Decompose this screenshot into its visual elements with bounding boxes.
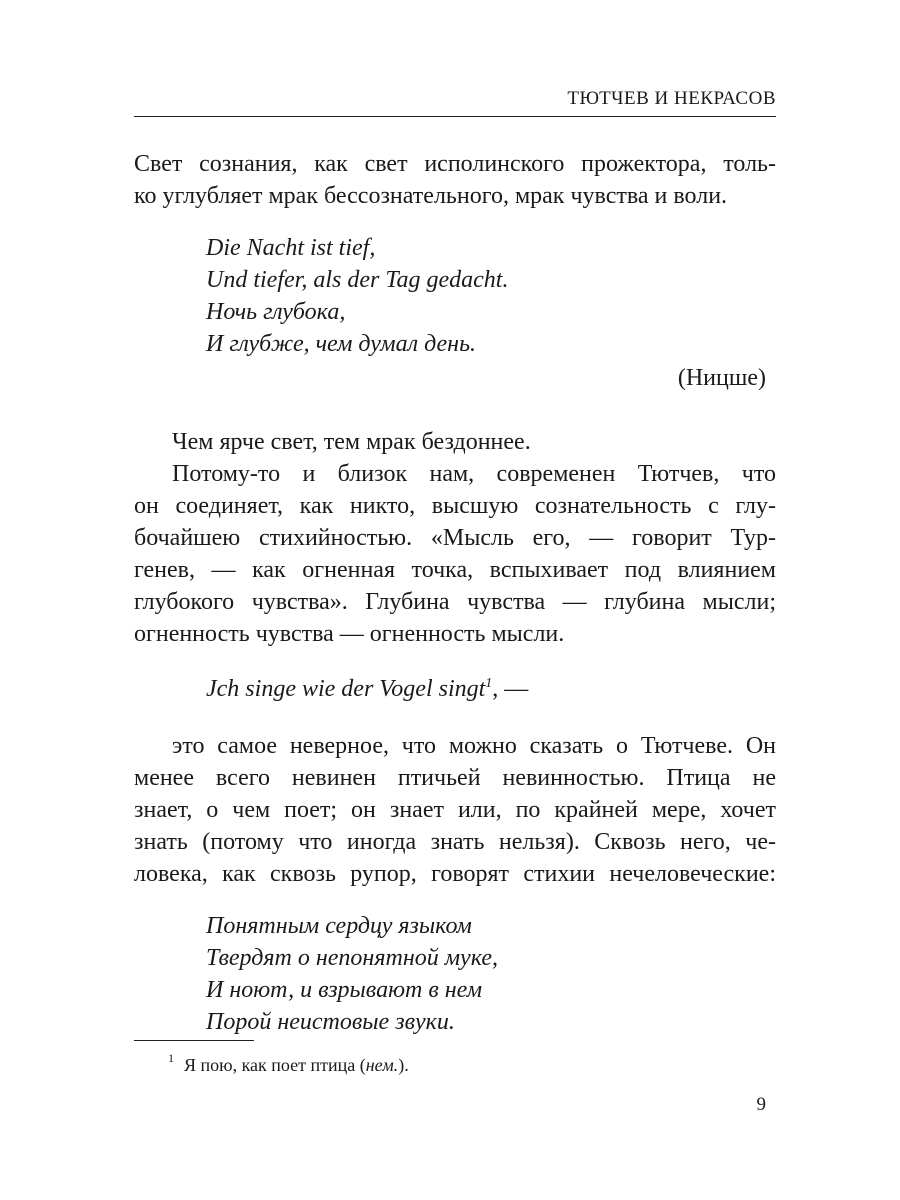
text-line: бочайшею стихийностью. «Мысль его, — говорит Тур- [134, 525, 776, 551]
paragraph-3 [134, 458, 776, 650]
verse-nietzsche [206, 232, 508, 360]
text-line: огненность чувства — огненность мысли. [134, 621, 565, 647]
text-line: глубокого чувства». Глубина чувства — глубина мысли; [134, 589, 776, 615]
text-line: генев, — как огненная точка, вспыхивает под влиянием [134, 557, 776, 583]
footnote-text: Я пою, как поет птица ( [184, 1055, 366, 1075]
footnote-text-end: ). [398, 1055, 409, 1075]
text-line: Свет сознания, как свет исполинского прожектора, толь- [134, 151, 776, 177]
text-line: знает, о чем поет; он знает или, по крайней мере, хочет [134, 797, 776, 823]
footnote [168, 1048, 409, 1077]
text-line: он соединяет, как никто, высшую сознательность с глу- [134, 493, 776, 519]
verse-line: И глубже, чем думал день. [206, 331, 476, 357]
verse-line: Понятным сердцу языком [206, 913, 472, 939]
text-line: Чем ярче свет, тем мрак бездоннее. [172, 429, 531, 455]
verse-attribution: (Ницше) [677, 365, 766, 391]
text-line: ко углубляет мрак бессознательного, мрак чувства и воли. [134, 183, 728, 209]
verse-line: Die Nacht ist tief, [206, 235, 376, 261]
footnote-rule [134, 1040, 254, 1041]
paragraph-1 [134, 148, 776, 212]
verse-line: Твердят о непонятной муке, [206, 945, 498, 971]
verse-line: Und tiefer, als der Tag gedacht. [206, 267, 509, 293]
footnote-ref[interactable]: 1 [485, 676, 493, 691]
german-quote [206, 668, 528, 705]
verse-line: Ночь глубока, [206, 299, 346, 325]
paragraph-2 [134, 426, 776, 458]
verse-line: Порой неистовые звуки. [206, 1009, 455, 1035]
header-rule [134, 116, 776, 117]
quote-text: Jch singe wie der Vogel singt [206, 676, 486, 702]
paragraph-4 [134, 730, 776, 890]
footnote-abbr: нем. [365, 1055, 399, 1075]
verse-line: И ноют, и взрывают в нем [206, 977, 483, 1003]
text-line: знать (потому что иногда знать нельзя). Сквозь него, че- [134, 829, 776, 855]
page-number: 9 [756, 1094, 766, 1115]
quote-tail: , — [492, 676, 529, 702]
footnote-marker: 1 [168, 1051, 174, 1065]
text-line: ловека, как сквозь рупор, говорят стихии нечеловеческие: [134, 861, 776, 887]
verse-tyutchev [206, 910, 498, 1038]
text-line: Потому-то и близок нам, современен Тютчев, что [172, 461, 776, 487]
text-line: менее всего невинен птичьей невинностью. Птица не [134, 765, 776, 791]
running-header: ТЮТЧЕВ И НЕКРАСОВ [567, 88, 776, 109]
text-line: это самое неверное, что можно сказать о Тютчеве. Он [172, 733, 776, 759]
